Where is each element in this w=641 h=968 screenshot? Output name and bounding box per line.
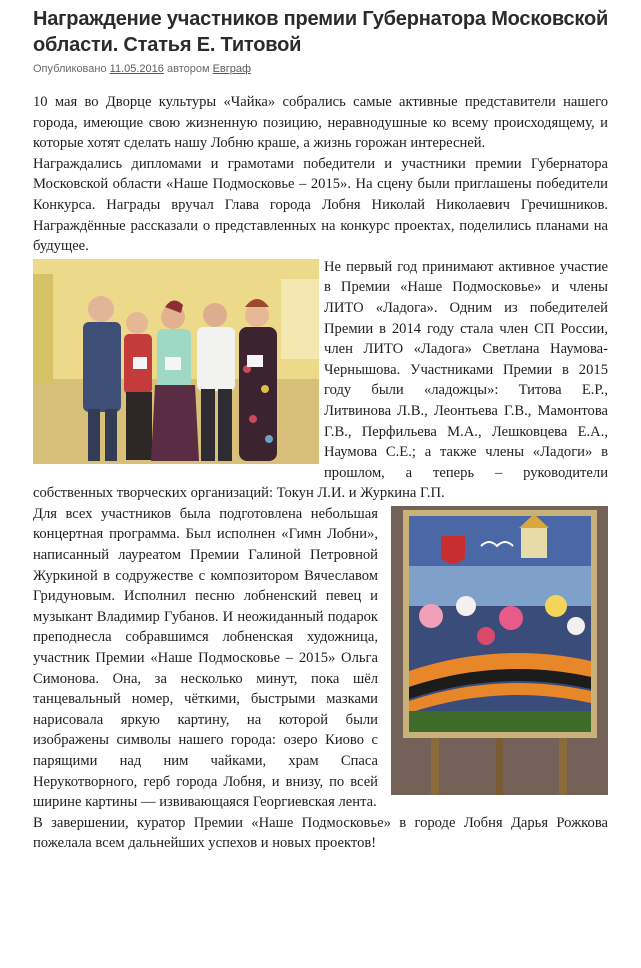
paragraph: Награждались дипломами и грамотами победители и участники премии Губернатора Московской области «Наше Подмосковье – 2015». На сцену были приглашены победители Конкурса. Награды вручал Глава города Лобня Николай Николаевич Гречишников. Награждённые рассказали о представленных на конкурс проектах, поделились планами на будущее. (33, 155, 608, 255)
group-photo (33, 259, 319, 464)
paragraph: Не первый год принимают активное участие в Премии «Наше Подмосковье» и члены ЛИТО «Ладога». Одним из победителей Премии в 2014 году стала член СП России, член ЛИТО «Ладога» Светлана Наумова-Чернышова. Участниками Премии в 2015 году были «ладожцы»: Титова Е.Р., Литвинова Л.В., Леонтьева Г.В., Мамонтова Г.В., Перфильева М.А., Лешковцева Е.А., Наумова С.Е.; а также члены «Ладоги» в прошлом, а теперь – руководители собственных творческих организаций: Токун Л.И. и Журкина Г.П. (33, 258, 608, 502)
author-link[interactable]: Евграф (212, 63, 252, 75)
paragraph: 10 мая во Дворце культуры «Чайка» собрались самые активные представители нашего города, имеющие свою жизненную позицию, неравнодушные ко всему происходящему, и которые хотят сделать нашу Лобню краше, а жизнь горожан интересней. (33, 94, 608, 152)
publish-date-link[interactable]: 11.05.2016 (109, 63, 164, 75)
article-body (33, 92, 608, 854)
paragraph: Для всех участников была подготовлена небольшая концертная программа. Был исполнен «Гимн Лобни», написанный лауреатом Премии Галиной Петровной Журкиной в содружестве с композитором Вячеславом Гридуновым. Исполнил песню лобненский певец и музыкант Владимир Губанов. И неожиданный подарок преподнесла собравшимся лобненская художница, участник Премии «Наше Подмосковье – 2015» Ольга Симонова. Она, за несколько минут, пока шёл танцевальный номер, чёткими, быстрыми мазками нарисовала яркую картину, на которой были изображены символы нашего города: озеро Киово с парящими над ним чайками, храм Спаса Нерукотворного, герб города Лобня, и внизу, по всей ширине картины — извивающаяся Георгиевская лента. (33, 505, 378, 811)
author-label: автором (166, 63, 210, 75)
article-title: Награждение участников премии Губернатора Московской области. Статья Е. Титовой (33, 8, 609, 56)
published-label: Опубликовано (33, 63, 107, 75)
painting-photo (391, 506, 608, 795)
article-meta (33, 62, 633, 76)
paragraph: В завершении, куратор Премии «Наше Подмосковье» в городе Лобня Дарья Рожкова пожелала всем дальнейших успехов и новых проектов! (33, 814, 608, 852)
